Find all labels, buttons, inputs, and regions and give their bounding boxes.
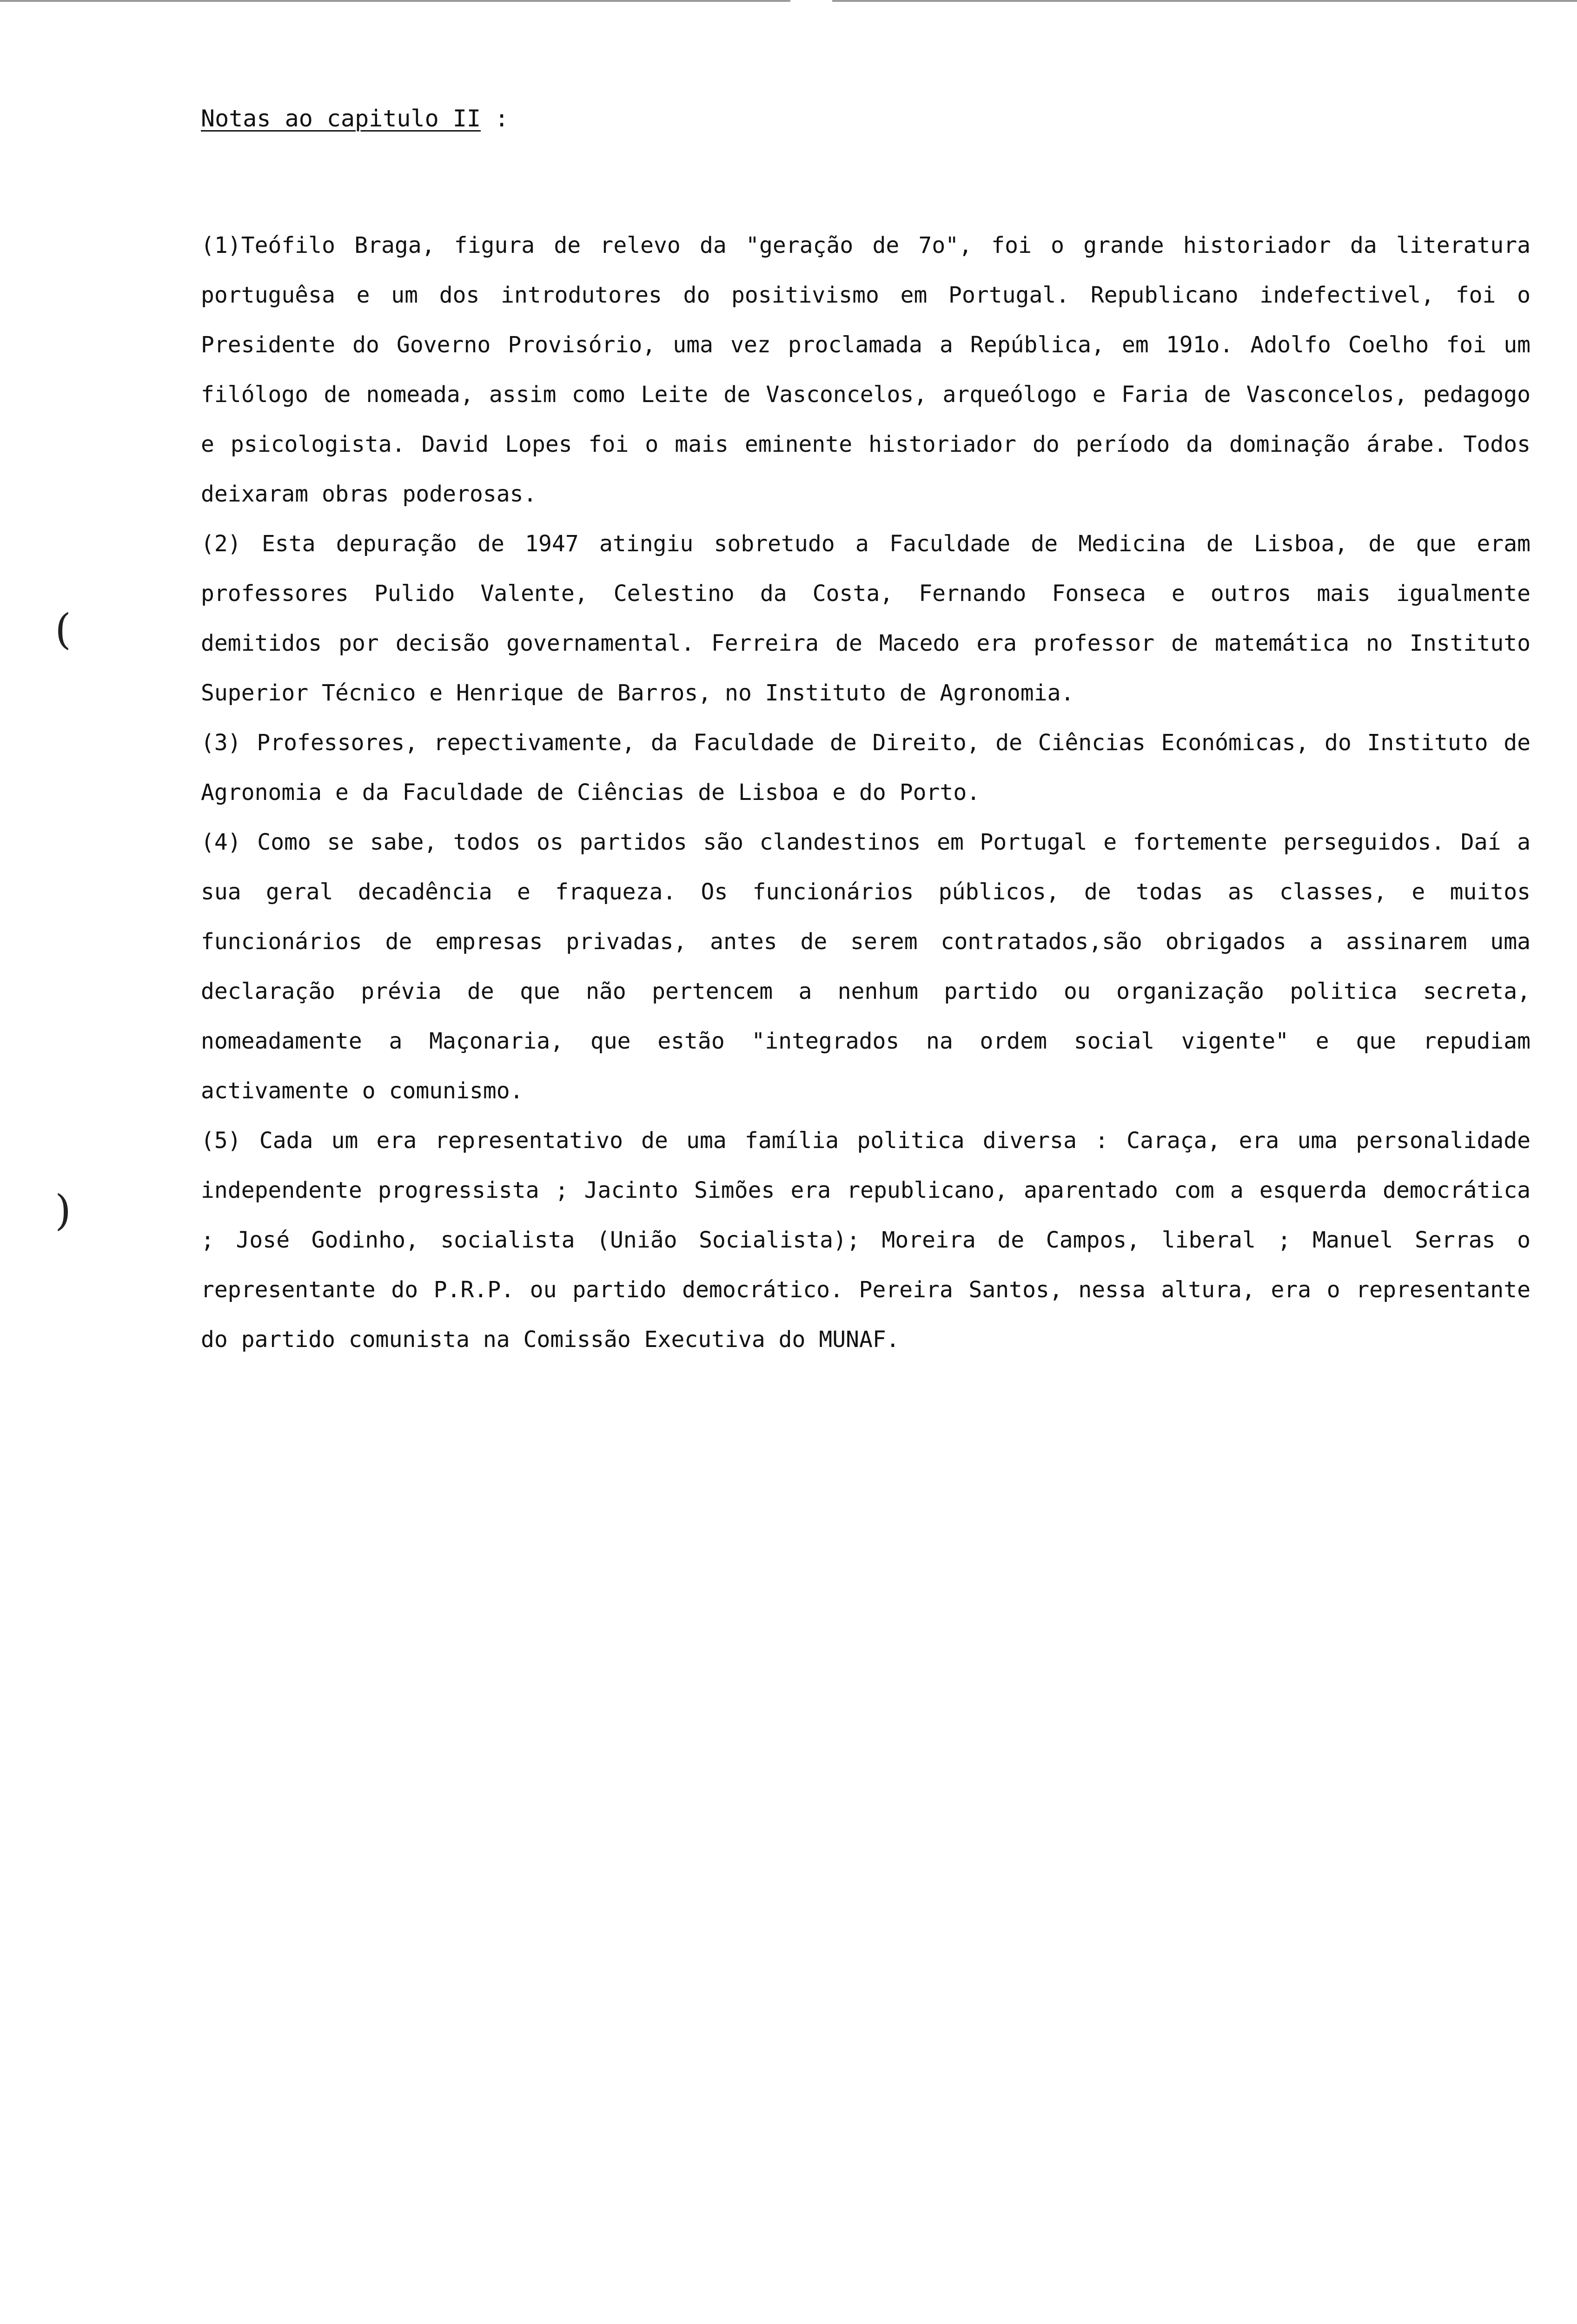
document-page [201,102,1531,1365]
note-2: (2) Esta depuração de 1947 atingiu sobretudo a Faculdade de Medicina de Lisboa, de que eram professores Pulido Valente, Celestino da Costa, Fernando Fonseca e outros mais igualmente demitidos por decisão governamental. Ferreira de Macedo era professor de matemática no Instituto Superior Técnico e Henrique de Barros, no Instituto de Agronomia. [201,531,1531,706]
note-5: (5) Cada um era representativo de uma família politica diversa : Caraça, era uma personalidade independente progressista ; Jacinto Simões era republicano, aparentado com a esquerda democrática ; José Godinho, socialista (União Socialista); Moreira de Campos, liberal ; Manuel Serras o representante do P.R.P. ou partido democrático. Pereira Santos, nessa altura, era o representante do partido comunista na Comissão Executiva do MUNAF. [201,1128,1531,1353]
note-4: (4) Como se sabe, todos os partidos são clandestinos em Portugal e fortemente perseguidos. Daí a sua geral decadência e fraqueza. Os funcionários públicos, de todas as classes, e muitos funcionários de empresas privadas, antes de serem contratados,são obrigados a assinarem uma declaração prévia de que não pertencem a nenhum partido ou organização politica secreta, nomeadamente a Maçonaria, que estão "integrados na ordem social vigente" e que repudiam activamente o comunismo. [201,829,1531,1104]
note-1: (1)Teófilo Braga, figura de relevo da "geração de 7o", foi o grande historiador da literatura portuguêsa e um dos introdutores do positivismo em Portugal. Republicano indefectivel, foi o Presidente do Governo Provisório, uma vez proclamada a República, em 191o. Adolfo Coelho foi um filólogo de nomeada, assim como Leite de Vasconcelos, arqueólogo e Faria de Vasconcelos, pedagogo e psicologista. David Lopes foi o mais eminente historiador do período da dominação árabe. Todos deixaram obras poderosas. [201,232,1531,507]
heading-title: Notas ao capitulo II [201,105,481,132]
heading-suffix: : [481,105,509,132]
notes-list [201,221,1531,1365]
top-scan-rule-left [0,0,790,2]
margin-mark-close-paren: ) [55,1186,72,1235]
top-scan-rule-right [832,0,1577,2]
page-heading [201,102,1531,135]
margin-mark-open-paren: ( [55,605,72,654]
note-3: (3) Professores, repectivamente, da Faculdade de Direito, de Ciências Económicas, do Instituto de Agronomia e da Faculdade de Ciências de Lisboa e do Porto. [201,730,1531,805]
